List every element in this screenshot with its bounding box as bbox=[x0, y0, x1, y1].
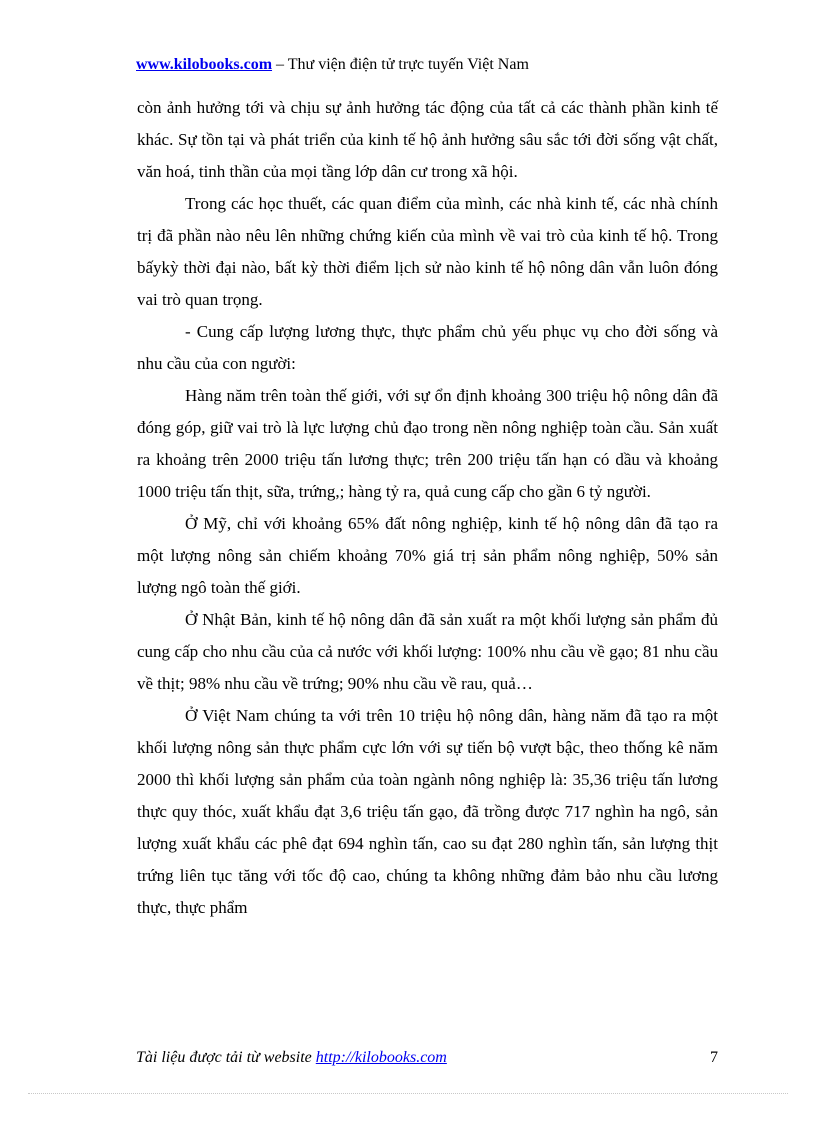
footer-text: Tài liệu được tải từ website bbox=[136, 1049, 316, 1066]
page-bottom-divider bbox=[28, 1093, 788, 1094]
paragraph-vietnam: Ở Việt Nam chúng ta với trên 10 triệu hộ nông dân, hàng năm đã tạo ra một khối lượng nông sản thực phẩm cực lớn với sự tiến bộ vượt bậc, theo thống kê năm 2000 thì khối lượng sản phẩm của toàn ngành nông nghiệp là: 35,36 triệu tấn lương thực quy thóc, xuất khẩu đạt 3,6 triệu tấn gạo, đã trồng được 717 nghìn ha ngô, sản lượng xuất khẩu các phê đạt 694 nghìn tấn, cao su đạt 280 nghìn tấn, sản lượng thịt trứng liên tục tăng với tốc độ cao, chúng ta không những đảm bảo nhu cầu lương thực, thực phẩm bbox=[137, 706, 718, 917]
header-site-title: – Thư viện điện tử trực tuyến Việt Nam bbox=[272, 56, 529, 73]
paragraph-continuation: còn ảnh hưởng tới và chịu sự ảnh hưởng tác động của tất cả các thành phần kinh tế khác. Sự tồn tại và phát triển của kinh tế hộ ảnh hưởng sâu sắc tới đời sống vật chất, văn hoá, tinh thần của mọi tầng lớp dân cư trong xã hội. bbox=[137, 98, 718, 181]
paragraph-theories: Trong các học thuết, các quan điểm của mình, các nhà kinh tế, các nhà chính trị đã phần nào nêu lên những chứng kiến của mình về vai trò của kinh tế hộ. Trong bấykỳ thời đại nào, bất kỳ thời điểm lịch sử nào kinh tế hộ nông dân vẫn luôn đóng vai trò quan trọng. bbox=[137, 194, 718, 309]
footer-site-link[interactable]: http://kilobooks.com bbox=[315, 1049, 447, 1066]
header-site-link[interactable]: www.kilobooks.com bbox=[136, 56, 273, 73]
page-number: 7 bbox=[710, 1049, 718, 1066]
paragraph-food-supply-heading: - Cung cấp lượng lương thực, thực phẩm chủ yếu phục vụ cho đời sống và nhu cầu của con người: bbox=[137, 322, 718, 373]
paragraph-japan: Ở Nhật Bản, kinh tế hộ nông dân đã sản xuất ra một khối lượng sản phẩm đủ cung cấp cho nhu cầu của cả nước với khối lượng: 100% nhu cầu về gạo; 81 nhu cầu về thịt; 98% nhu cầu về trứng; 90% nhu cầu về rau, quả… bbox=[137, 610, 718, 693]
page-footer bbox=[136, 1046, 718, 1070]
document-body bbox=[137, 92, 718, 924]
paragraph-usa: Ở Mỹ, chỉ với khoảng 65% đất nông nghiệp, kinh tế hộ nông dân đã tạo ra một lượng nông sản chiếm khoảng 70% giá trị sản phẩm nông nghiệp, 50% sản lượng ngô toàn thế giới. bbox=[137, 514, 718, 597]
paragraph-world: Hàng năm trên toàn thế giới, với sự ổn định khoảng 300 triệu hộ nông dân đã đóng góp, giữ vai trò là lực lượng chủ đạo trong nền nông nghiệp toàn cầu. Sản xuất ra khoảng trên 2000 triệu tấn lương thực; trên 200 triệu tấn hạn có dầu và khoảng 1000 triệu tấn thịt, sữa, trứng,; hàng tỷ ra, quả cung cấp cho gần 6 tỷ người. bbox=[137, 386, 718, 501]
page-header bbox=[136, 54, 696, 76]
